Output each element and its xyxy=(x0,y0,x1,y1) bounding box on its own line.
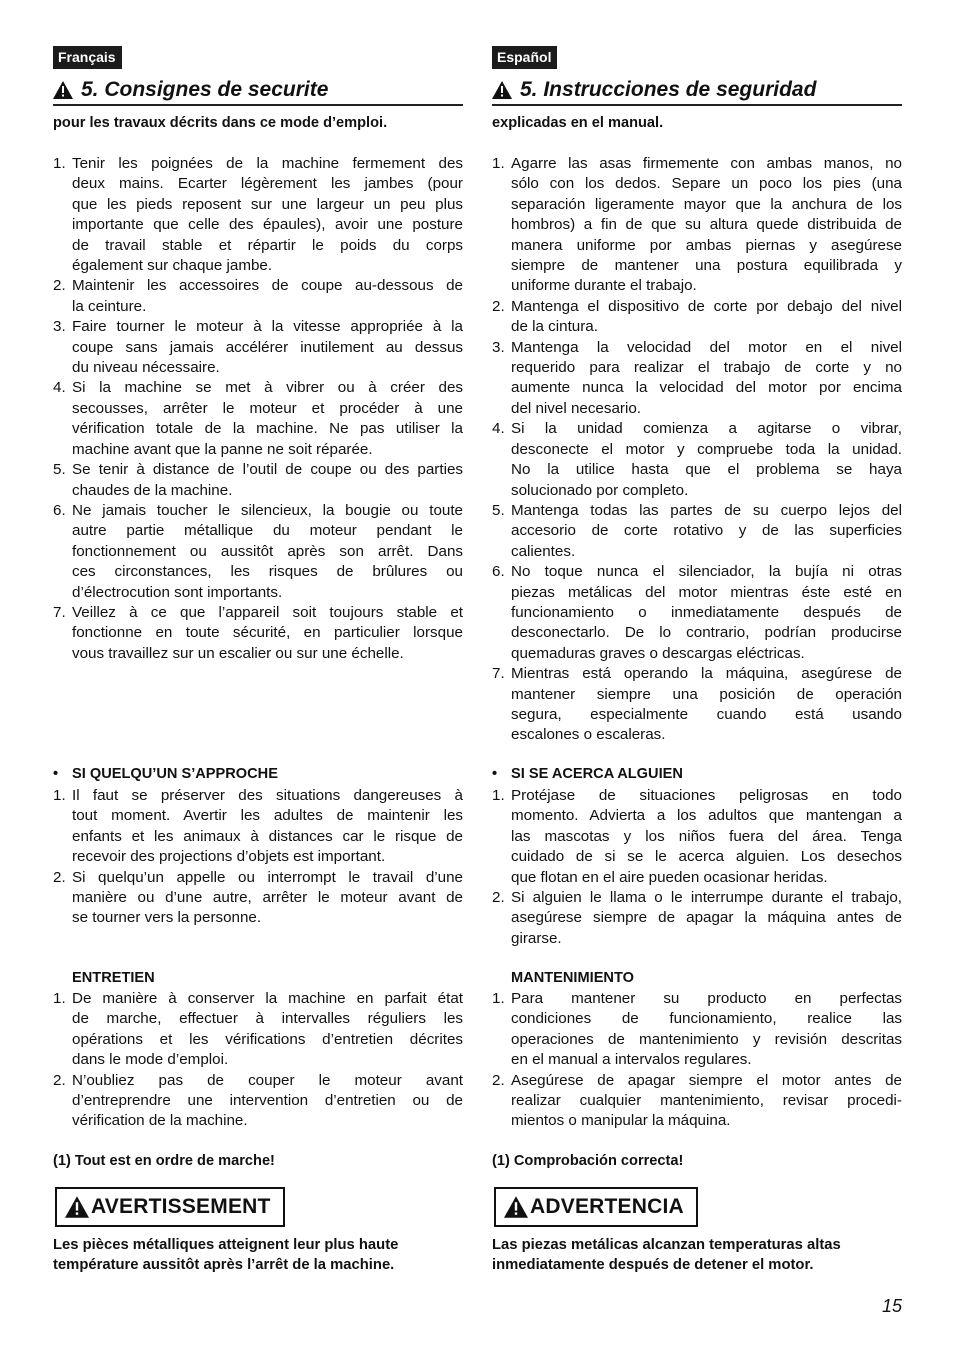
intro-text: pour les travaux décrits dans ce mode d’emploi. xyxy=(53,115,388,131)
item-line: girarse. xyxy=(511,929,562,947)
item-line: Mantenga todas las partes de su cuerpo lejos del xyxy=(511,501,902,519)
item-line: dans le mode d’emploi. xyxy=(72,1051,229,1069)
list-item xyxy=(53,460,463,501)
item-number: 1. xyxy=(492,787,505,804)
item-line: d’entreprendre une intervention d’entretien ou de xyxy=(72,1092,463,1110)
item-line: Si la machine se met à vibrer ou à créer des xyxy=(72,379,463,397)
item-line: Para mantener su producto en perfectas xyxy=(511,990,902,1007)
language-tag-spanish: Español xyxy=(492,46,557,69)
intro-text: explicadas en el manual. xyxy=(492,115,664,131)
safety-list xyxy=(53,154,463,664)
item-line: segura, especialmente cuando está usando xyxy=(511,705,902,723)
item-number: 3. xyxy=(53,318,66,336)
list-item xyxy=(53,868,463,929)
item-number: 1. xyxy=(53,787,66,804)
section-title-spanish xyxy=(492,76,902,106)
item-line: Si quelqu’un appelle ou interrompt le travail d’une xyxy=(72,868,463,886)
item-line: tout moment. Avertir les adultes de maintenir les xyxy=(72,807,463,825)
item-line: Agarre las asas firmemente con ambas manos, no xyxy=(511,155,902,172)
item-line: asegúrese siempre de apagar la máquina antes de xyxy=(511,909,902,927)
list-item xyxy=(492,1071,902,1132)
list-item xyxy=(53,1071,463,1132)
item-line: Mantenga el dispositivo de corte por debajo del nivel xyxy=(511,297,902,315)
item-number: 2. xyxy=(492,889,505,907)
item-line: vérification de la machine. xyxy=(72,1112,248,1130)
maintenance-list xyxy=(492,989,902,1132)
item-number: 4. xyxy=(492,420,505,438)
item-line: vérification totale de la machine. Ne pas utiliser la xyxy=(72,420,463,438)
item-line: Maintenir les accessoires de coupe au-dessous de xyxy=(72,277,463,295)
item-line: escalones o escaleras. xyxy=(511,726,666,744)
list-item xyxy=(53,317,463,378)
list-item xyxy=(492,989,902,1071)
maintenance-heading: MANTENIMIENTO xyxy=(511,970,634,986)
item-line: uniforme durante el trabajo. xyxy=(511,277,697,295)
footnote: (1) Tout est en ordre de marche! xyxy=(53,1153,275,1169)
warning-line: Les pièces métalliques atteignent leur plus haute xyxy=(53,1237,399,1253)
list-item xyxy=(492,154,902,297)
list-item xyxy=(492,562,902,664)
item-number: 7. xyxy=(492,665,505,683)
item-line: Mantenga la velocidad del motor en el nivel xyxy=(511,338,902,356)
item-line: Mientras está operando la máquina, asegúrese de xyxy=(511,665,902,683)
approach-list xyxy=(492,786,902,949)
list-item xyxy=(492,888,902,949)
item-number: 5. xyxy=(53,461,66,479)
item-line: Protéjase de situaciones peligrosas en todo xyxy=(511,787,902,804)
list-item xyxy=(492,338,902,420)
list-item xyxy=(53,378,463,460)
item-number: 1. xyxy=(53,990,66,1007)
item-line: chaudes de la machine. xyxy=(72,481,233,499)
footnote: (1) Comprobación correcta! xyxy=(492,1153,684,1169)
item-number: 1. xyxy=(53,155,66,172)
language-tag-french: Français xyxy=(53,46,122,69)
item-line: la ceinture. xyxy=(72,297,147,315)
item-number: 1. xyxy=(492,990,505,1007)
item-line: de la cintura. xyxy=(511,318,598,336)
item-line: No toque nunca el silenciador, la bujía ni otras xyxy=(511,563,902,581)
item-number: 2. xyxy=(492,297,505,315)
item-line: Ne jamais toucher le silencieux, la bougie ou toute xyxy=(72,501,463,519)
item-number: 2. xyxy=(53,868,66,886)
item-line: requerido para realizar el trabajo de corte y no xyxy=(511,359,902,377)
item-line: que flotan en el aire pueden ocasionar heridas. xyxy=(511,868,828,886)
item-line: Faire tourner le moteur à la vitesse appropriée à la xyxy=(72,318,463,336)
item-line: recevoir des projections d’objets est important. xyxy=(72,848,386,866)
item-number: 2. xyxy=(53,1071,66,1089)
item-line: operaciones de mantenimiento y revisión descritas xyxy=(511,1030,902,1048)
list-item xyxy=(492,419,902,501)
item-line: mientos o manipular la máquina. xyxy=(511,1112,731,1130)
item-line: De manière à conserver la machine en parfait état xyxy=(72,990,463,1007)
list-item xyxy=(492,297,902,338)
list-item xyxy=(53,989,463,1071)
warning-triangle-icon xyxy=(504,1196,528,1218)
item-line: deux mains. Ecarter légèrement les jambes (pour xyxy=(72,175,463,193)
item-line: quemaduras graves o descargas eléctricas. xyxy=(511,644,805,662)
item-line: Asegúrese de apagar siempre el motor antes de xyxy=(511,1071,902,1089)
item-line: se tourner vers la personne. xyxy=(72,909,262,927)
item-line: fonctionnement ou aussitôt après son arrêt. Dans xyxy=(72,542,463,560)
list-item xyxy=(53,154,463,276)
item-line: N’oubliez pas de couper le moteur avant xyxy=(72,1071,463,1089)
item-line: accesorio de corte rotativo y de las superficies xyxy=(511,522,902,540)
item-line: cuidado de si se le acerca alguien. Los desechos xyxy=(511,848,902,866)
item-number: 2. xyxy=(53,277,66,295)
item-line: vous travaillez sur un escalier ou sur une échelle. xyxy=(72,644,404,662)
maintenance-list xyxy=(53,989,463,1132)
item-line: manera uniforme por ambas piernas y asegúrese xyxy=(511,236,902,254)
item-number: 6. xyxy=(492,563,505,581)
item-line: Il faut se préserver des situations dangereuses à xyxy=(72,787,463,804)
item-line: solucionado por completo. xyxy=(511,481,689,499)
item-line: d’électrocution sont importants. xyxy=(72,583,283,601)
item-line: del nivel necesario. xyxy=(511,399,642,417)
item-line: de travail stable et répartir le poids du corps xyxy=(72,236,463,254)
safety-list xyxy=(492,154,902,746)
item-line: machine avant que la panne ne soit réparée. xyxy=(72,440,373,458)
section-title-french xyxy=(53,76,463,106)
item-line: las mascotas y los niños fuera del área. Tenga xyxy=(511,827,902,845)
list-item xyxy=(53,501,463,603)
warning-box xyxy=(55,1187,285,1227)
item-number: 7. xyxy=(53,603,66,621)
list-item xyxy=(492,786,902,888)
item-line: que les pieds reposent sur une largeur un peu plus xyxy=(72,195,463,213)
list-item xyxy=(53,786,463,868)
item-line: mantener siempre una posición de operación xyxy=(511,685,902,703)
page-number: 15 xyxy=(881,1296,902,1316)
item-line: de marche, effectuer à intervalles réguliers les xyxy=(72,1010,463,1028)
maintenance-heading: ENTRETIEN xyxy=(72,970,155,986)
warning-triangle-icon xyxy=(65,1196,89,1218)
item-line: secousses, arrêter le moteur et procéder à une xyxy=(72,399,463,417)
warning-note xyxy=(492,1235,912,1275)
item-line: fonctionne en toute sécurité, en particulier lorsque xyxy=(72,624,463,642)
warning-line: température aussitôt après l’arrêt de la machine. xyxy=(53,1257,395,1273)
approach-list xyxy=(53,786,463,929)
warning-label: AVERTISSEMENT xyxy=(91,1195,271,1218)
item-line: autre partie métallique du moteur pendant le xyxy=(72,522,463,540)
item-line: Tenir les poignées de la machine fermement des xyxy=(72,155,463,172)
item-line: Si la unidad comienza a agitarse o vibrar, xyxy=(511,420,902,438)
item-line: ces circonstances, les risques de brûlures ou xyxy=(72,563,463,581)
item-line: également sur chaque jambe. xyxy=(72,257,273,275)
warning-triangle-icon xyxy=(492,81,512,99)
item-line: importante que celle des épaules), avoir une posture xyxy=(72,216,463,234)
item-line: coupe sans jamais accélérer inutilement au dessus xyxy=(72,338,463,356)
warning-triangle-icon xyxy=(53,81,73,99)
approach-heading: • SI QUELQU’UN S’APPROCHE xyxy=(53,766,278,782)
item-line: hombros) a fin de que su altura quede distribuida de xyxy=(511,216,902,234)
item-number: 6. xyxy=(53,501,66,519)
item-line: desconectarlo. De lo contrario, podrían producirse xyxy=(511,624,902,642)
warning-line: inmediatamente después de detener el motor. xyxy=(492,1257,814,1273)
list-item xyxy=(492,664,902,746)
warning-label: ADVERTENCIA xyxy=(530,1195,684,1218)
item-number: 1. xyxy=(492,155,505,172)
item-line: manière ou d’une autre, arrêter le moteur avant de xyxy=(72,889,463,907)
item-line: siempre de mantener una postura equilibrada y xyxy=(511,257,902,275)
item-line: piezas metálicas del motor mientras éste esté en xyxy=(511,583,902,601)
item-line: realizar cualquier mantenimiento, revisar procedi- xyxy=(511,1092,902,1110)
item-line: desconecte el motor y compruebe toda la unidad. xyxy=(511,440,902,458)
warning-box xyxy=(494,1187,698,1227)
item-line: du niveau nécessaire. xyxy=(72,359,220,377)
item-line: momento. Advierta a los adultos que mantengan a xyxy=(511,807,902,825)
item-number: 5. xyxy=(492,501,505,519)
item-line: aumente nunca la velocidad del motor por encima xyxy=(511,379,902,397)
item-line: condiciones de funcionamiento, realice las xyxy=(511,1010,902,1028)
warning-note xyxy=(53,1235,473,1275)
warning-line: Las piezas metálicas alcanzan temperaturas altas xyxy=(492,1237,841,1253)
list-item xyxy=(492,501,902,562)
list-item xyxy=(53,603,463,664)
item-line: Veillez à ce que l’appareil soit toujours stable et xyxy=(72,603,463,621)
item-line: funcionamiento o inmediatamente después de xyxy=(511,603,902,621)
item-number: 3. xyxy=(492,338,505,356)
item-number: 2. xyxy=(492,1071,505,1089)
item-line: sólo con los dedos. Separe un poco los pies (una xyxy=(511,175,902,193)
item-line: Si alguien le llama o le interrumpe durante el trabajo, xyxy=(511,889,902,907)
item-line: calientes. xyxy=(511,542,576,560)
item-line: separación ligeramente mayor que la anchura de los xyxy=(511,195,902,213)
item-line: enfants et les animaux à distances car le risque de xyxy=(72,827,463,845)
section-title-text: 5. Instrucciones de seguridad xyxy=(520,78,817,101)
approach-heading: • SI SE ACERCA ALGUIEN xyxy=(492,766,683,782)
item-line: No la utilice hasta que el problema se haya xyxy=(511,461,902,479)
section-title-text: 5. Consignes de securite xyxy=(81,78,329,101)
item-line: opérations et les vérifications d’entretien décrites xyxy=(72,1030,463,1048)
item-number: 4. xyxy=(53,379,66,397)
list-item xyxy=(53,276,463,317)
item-line: en el manual a intervalos regulares. xyxy=(511,1051,752,1069)
item-line: Se tenir à distance de l’outil de coupe ou des parties xyxy=(72,461,463,479)
